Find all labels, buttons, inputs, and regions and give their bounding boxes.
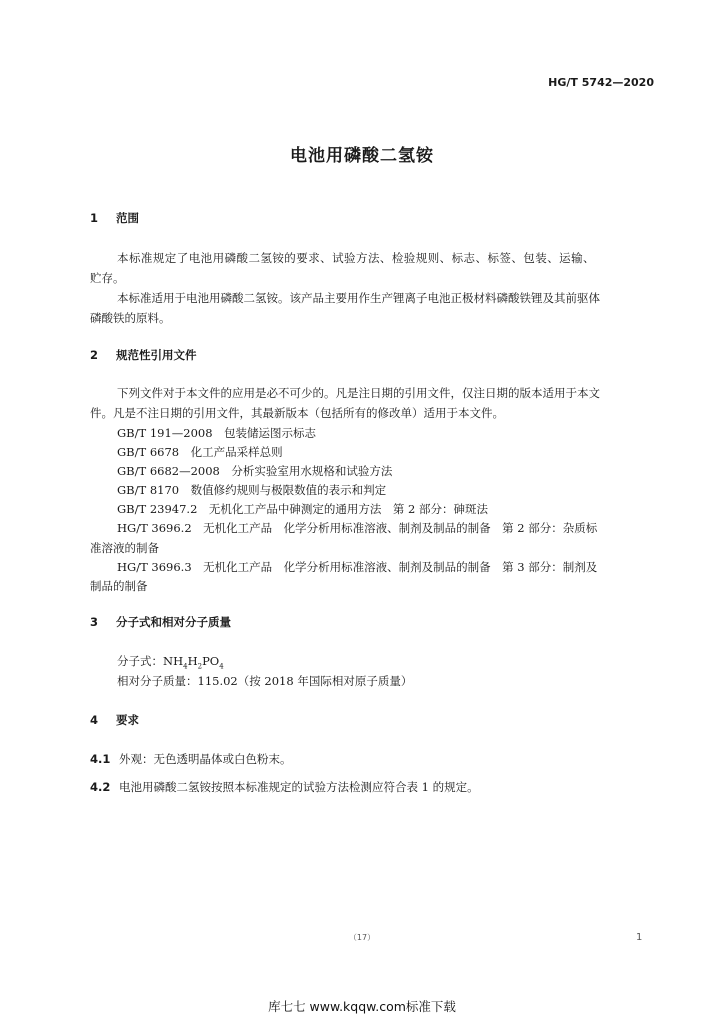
clause-4-1 [90, 751, 292, 767]
document-title: 电池用磷酸二氢铵 [290, 146, 434, 166]
download-watermark: 库七七 www.kqqw.com标准下载 [268, 999, 456, 1014]
section-2-title: 规范性引用文件 [116, 348, 197, 362]
reference-item: GB/T 8170 数值修约规则与极限数值的表示和判定 [117, 483, 387, 497]
section-1-title: 范围 [116, 211, 139, 225]
section-1-heading [90, 210, 139, 226]
reference-item: GB/T 191—2008 包装储运图示标志 [117, 426, 317, 440]
section-3-heading [90, 614, 231, 630]
reference-item: GB/T 6682—2008 分析实验室用水规格和试验方法 [117, 464, 393, 478]
section-1-para-1-line-1: 本标准规定了电池用磷酸二氢铵的要求、试验方法、检验规则、标志、标签、包装、运输、 [117, 251, 595, 265]
clause-4-2-number: 4.2 [90, 780, 111, 794]
reference-item: GB/T 23947.2 无机化工产品中砷测定的通用方法 第 2 部分：砷斑法 [117, 502, 489, 516]
section-1-para-2-line-1: 本标准适用于电池用磷酸二氢铵。该产品主要用作生产锂离子电池正极材料磷酸铁锂及其前驱体 [117, 291, 600, 305]
clause-4-2-text: 电池用磷酸二氢铵按照本标准规定的试验方法检测应符合表 1 的规定。 [119, 780, 479, 794]
standard-code: HG/T 5742—2020 [548, 76, 654, 89]
section-1-para-2-line-2: 磷酸铁的原料。 [90, 311, 171, 325]
section-3-number: 3 [90, 615, 99, 629]
relative-molecular-mass: 相对分子质量：115.02（按 2018 年国际相对原子质量） [117, 674, 413, 688]
molecular-formula: $NH_4H_2PO_4$ [163, 654, 224, 671]
section-4-number: 4 [90, 713, 99, 727]
reference-item-continuation: 制品的制备 [90, 579, 148, 593]
reference-item: HG/T 3696.2 无机化工产品 化学分析用标准溶液、制剂及制品的制备 第 2 部分：杂质标 [117, 521, 598, 535]
molecular-formula-line [117, 653, 224, 670]
section-1-para-1-line-2: 贮存。 [90, 271, 125, 285]
reference-item: GB/T 6678 化工产品采样总则 [117, 445, 283, 459]
formula-label: 分子式： [117, 654, 163, 668]
section-2-intro-line-2: 件。凡是不注日期的引用文件，其最新版本（包括所有的修改单）适用于本文件。 [90, 406, 504, 420]
page-number: 1 [636, 932, 643, 943]
reference-item: HG/T 3696.3 无机化工产品 化学分析用标准溶液、制剂及制品的制备 第 3 部分：制剂及 [117, 560, 598, 574]
clause-4-2 [90, 779, 479, 795]
page-label: （17） [348, 933, 376, 942]
section-2-heading [90, 347, 197, 363]
section-2-number: 2 [90, 348, 99, 362]
section-4-title: 要求 [116, 713, 139, 727]
reference-item-continuation: 准溶液的制备 [90, 541, 159, 555]
clause-4-1-number: 4.1 [90, 752, 111, 766]
section-2-intro-line-1: 下列文件对于本文件的应用是必不可少的。凡是注日期的引用文件，仅注日期的版本适用于本文 [117, 386, 600, 400]
section-4-heading [90, 712, 139, 728]
section-1-number: 1 [90, 211, 99, 225]
section-3-title: 分子式和相对分子质量 [116, 615, 231, 629]
clause-4-1-text: 外观：无色透明晶体或白色粉末。 [119, 752, 292, 766]
